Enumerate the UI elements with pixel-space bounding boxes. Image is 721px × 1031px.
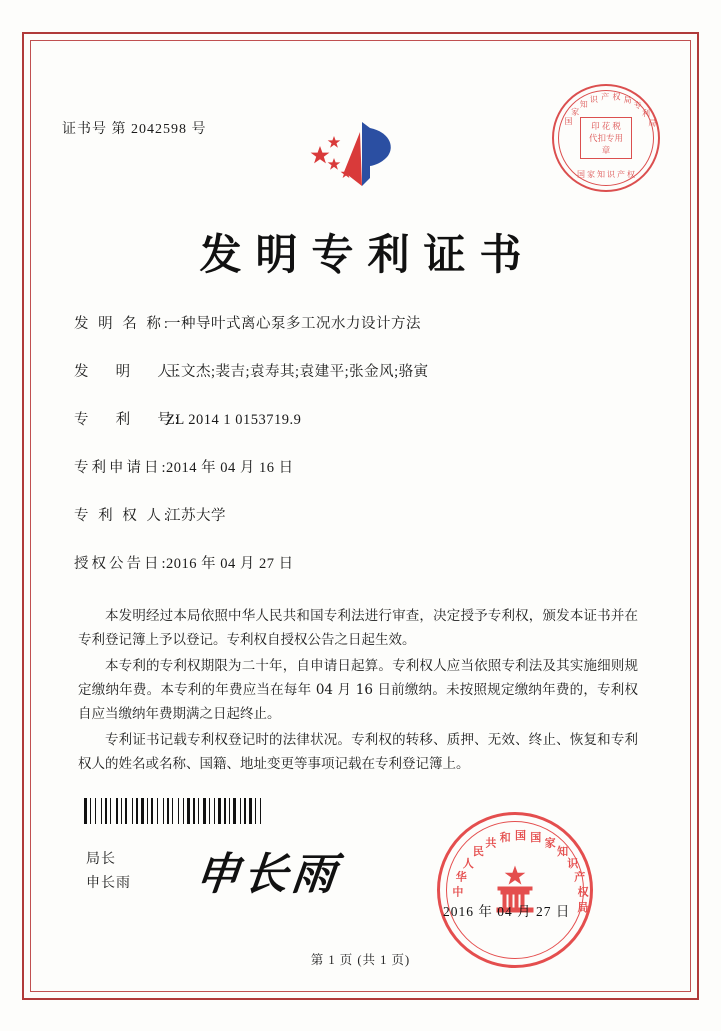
field-patentee — [74, 506, 644, 526]
handwritten-signature: 申长雨 — [192, 849, 343, 900]
official-office-seal — [437, 812, 593, 968]
corner-ornament-bottom-right — [673, 974, 699, 1000]
field-label: 发 明 人: — [74, 364, 182, 380]
seal-bottom-arc-text: 中 华 人 民 共 和 国 国 家 知 识 产 权 局 — [452, 830, 589, 914]
corner-ornament-top-right — [673, 32, 699, 58]
certificate-number: 证书号 第 2042598 号 — [62, 122, 207, 137]
field-label: 发 明 名 称: — [74, 316, 171, 332]
field-label: 专 利 权 人: — [74, 508, 171, 524]
field-grant-announcement-date — [74, 554, 644, 574]
field-value: 王文杰;裴吉;袁寿其;袁建平;张金风;骆寅 — [166, 364, 429, 380]
field-patent-number — [74, 410, 644, 430]
signatory-role: 局长 — [86, 852, 116, 867]
field-value: ZL 2014 1 0153719.9 — [166, 412, 302, 428]
corner-ornament-top-left — [22, 32, 48, 58]
field-label: 专利申请日: — [74, 460, 169, 476]
paragraph-1: 本发明经过本局依照中华人民共和国专利法进行审查，决定授予专利权，颁发本证书并在专利登记簿上予以登记。专利权自授权公告之日起生效。 — [78, 608, 638, 648]
signatory-block — [86, 848, 131, 896]
seal-date: 2016 年 04 月 27 日 — [443, 904, 571, 919]
barcode — [84, 798, 306, 824]
page-footer: 第 1 页 (共 1 页) — [310, 953, 411, 967]
page-title: 发明专利证书 — [199, 230, 536, 279]
paragraph-3: 专利证书记载专利权登记时的法律状况。专利权的转移、质押、无效、终止、恢复和专利权人的姓名或名称、国籍、地址变更等事项记载在专利登记簿上。 — [78, 732, 638, 772]
field-value: 一种导叶式离心泵多工况水力设计方法 — [166, 316, 421, 332]
field-value: 2016 年 04 月 27 日 — [166, 556, 294, 572]
seal-bottom-text: 国 家 知 识 产 权 — [577, 170, 635, 179]
paragraph-2: 本专利的专利权期限为二十年，自申请日起算。专利权人应当依照专利法及其实施细则规定缴纳年费。本专利的年费应当在每年 04 月 16 日前缴纳。未按照规定缴纳年费的，专利权自应当缴纳年费期满之日起终止。 — [78, 658, 638, 722]
patent-office-logo-icon — [300, 118, 420, 194]
seal-center-text: 印 花 税 代扣专用章 — [580, 117, 632, 159]
field-label: 授权公告日: — [74, 556, 169, 572]
seal-top-arc-text: 国 家 知 识 产 权 局 专 利 局 — [564, 92, 657, 128]
field-inventors — [74, 362, 644, 382]
legal-text-block — [78, 604, 638, 778]
field-value: 2014 年 04 月 16 日 — [166, 460, 294, 476]
tax-stamp-seal — [552, 84, 660, 192]
signatory-name: 申长雨 — [86, 876, 131, 891]
corner-ornament-bottom-left — [22, 974, 48, 1000]
field-list — [74, 314, 644, 602]
field-label: 专 利 号: — [74, 412, 182, 428]
field-invention-name — [74, 314, 644, 334]
field-value: 江苏大学 — [166, 508, 226, 524]
field-application-date — [74, 458, 644, 478]
